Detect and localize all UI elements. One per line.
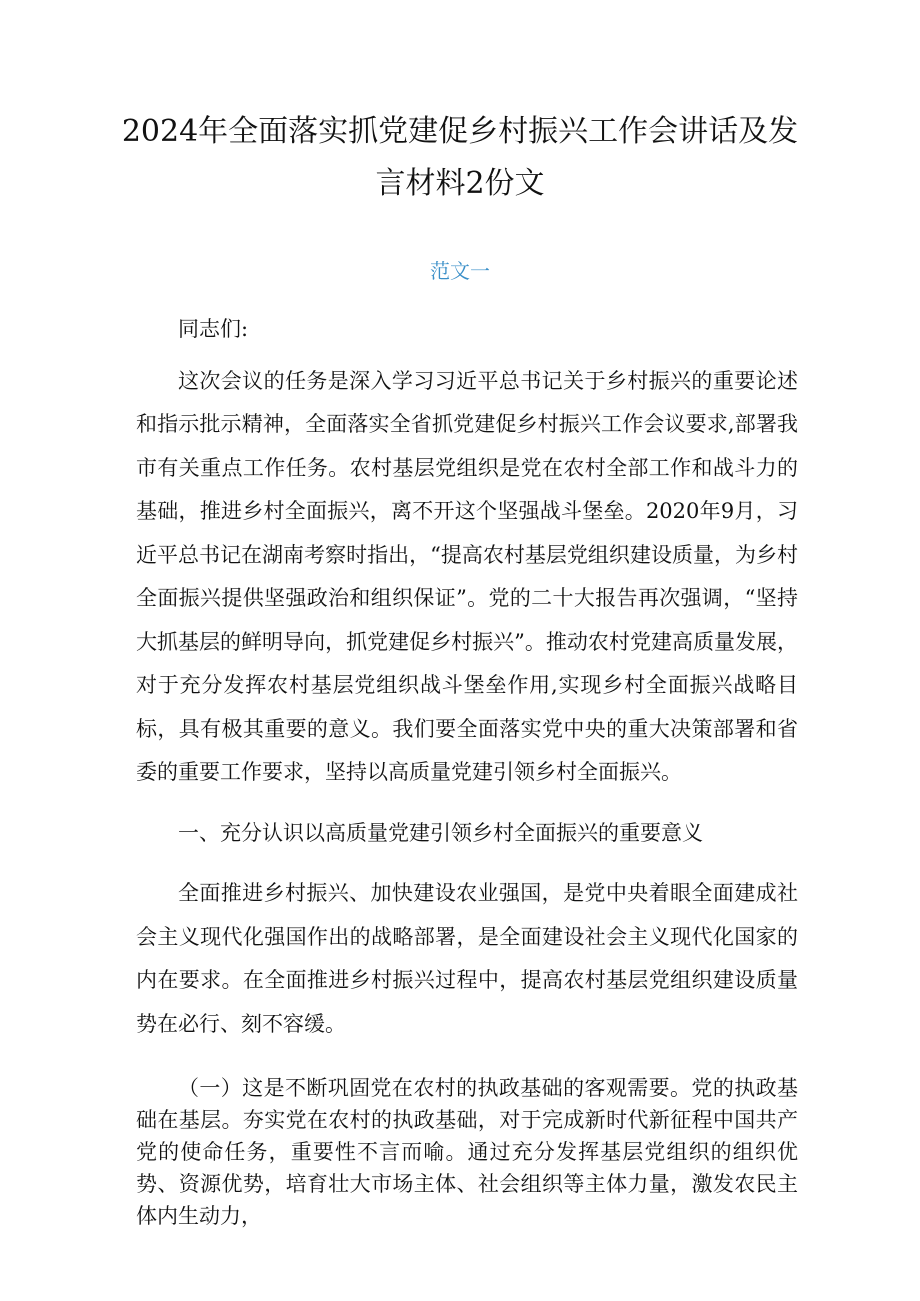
document-body xyxy=(136,308,798,1232)
salutation: 同志们: xyxy=(178,317,249,341)
paragraph-subsection-1: （一）这是不断巩固党在农村的执政基础的客观需要。党的执政基础在基层。夯实党在农村的执政基础，对于完成新时代新征程中国共产党的使命任务，重要性不言而喻。通过充分发挥基层党组织的组织优势、资源优势，培育壮大市场主体、社会组织等主体力量，激发农民主体内生动力， xyxy=(136,1076,798,1228)
paragraph-section-1: 全面推进乡村振兴、加快建设农业强国，是党中央着眼全面建成社会主义现代化强国作出的战略部署，是全面建设社会主义现代化国家的内在要求。在全面推进乡村振兴过程中，提高农村基层党组织建设质量势在必行、刻不容缓。 xyxy=(136,881,798,1036)
document-title: 2024年全面落实抓党建促乡村振兴工作会讲话及发言材料2份文 xyxy=(121,114,799,201)
document-subtitle: 范文一 xyxy=(430,259,490,283)
section-heading-1: 一、充分认识以高质量党建引领乡村全面振兴的重要意义 xyxy=(178,820,703,845)
paragraph-intro: 这次会议的任务是深入学习习近平总书记关于乡村振兴的重要论述和指示批示精神，全面落实全省抓党建促乡村振兴工作会议要求,部署我市有关重点工作任务。农村基层党组织是党在农村全部工作和战斗力的基础，推进乡村全面振兴，离不开这个坚强战斗堡垒。2020年9月，习近平总书记在湖南考察时指出，“提高农村基层党组织建设质量，为乡村全面振兴提供坚强政治和组织保证”。党的二十大报告再次强调，“坚持大抓基层的鲜明导向，抓党建促乡村振兴”。推动农村党建高质量发展，对于充分发挥农村基层党组织战斗堡垒作用,实现乡村全面振兴战略目标，具有极其重要的意义。我们要全面落实党中央的重大决策部署和省委的重要工作要求，坚持以高质量党建引领乡村全面振兴。 xyxy=(136,368,798,784)
